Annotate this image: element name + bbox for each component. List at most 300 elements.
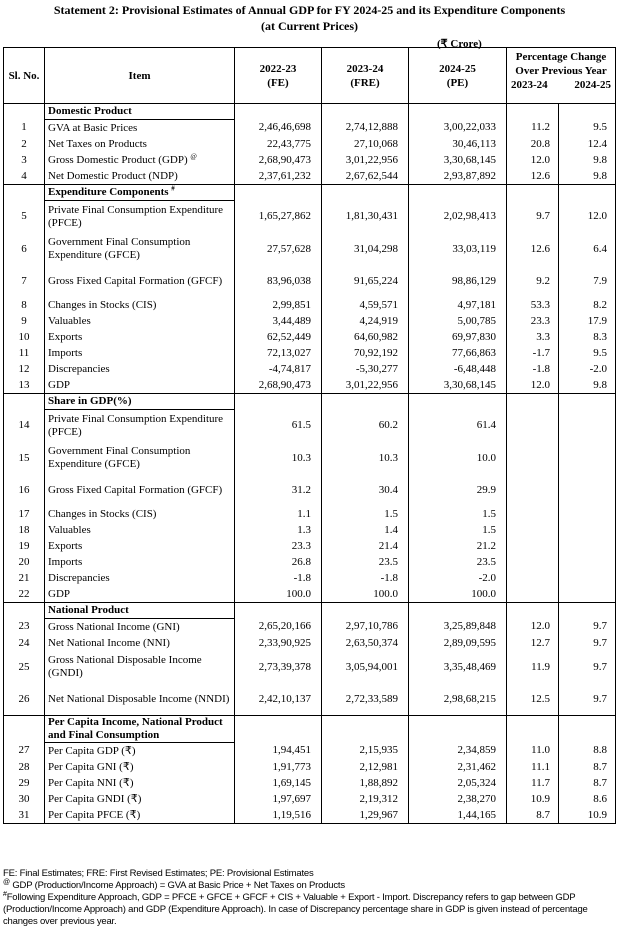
- table-body: [4, 104, 616, 824]
- pct-change-2024-25: 12.4: [559, 136, 616, 152]
- item-label: Gross National Income (GNI): [45, 619, 235, 636]
- pct-change-2023-24: [507, 506, 559, 522]
- item-label: GVA at Basic Prices: [45, 120, 235, 137]
- section-header-row: [4, 716, 616, 743]
- serial-number: 6: [4, 233, 45, 265]
- table-row: [4, 201, 616, 234]
- section-blank-cell: [409, 716, 507, 743]
- pct-change-2023-24: [507, 586, 559, 603]
- item-label: Gross Domestic Product (GDP) @: [45, 152, 235, 168]
- value-2024-25: 2,38,270: [409, 791, 507, 807]
- serial-number: 11: [4, 345, 45, 361]
- pct-change-2023-24: 12.0: [507, 619, 559, 636]
- section-blank-cell: [235, 394, 322, 410]
- value-2022-23: 1,91,773: [235, 759, 322, 775]
- value-2023-24: 21.4: [322, 538, 409, 554]
- item-label: Private Final Consumption Expenditure (PFCE): [45, 201, 235, 234]
- value-2024-25: -2.0: [409, 570, 507, 586]
- section-blank-cell: [507, 603, 559, 619]
- section-title: Expenditure Components #: [45, 185, 235, 201]
- value-2023-24: 1.4: [322, 522, 409, 538]
- item-label: Valuables: [45, 313, 235, 329]
- header-2023-24: 2023-24 (FRE): [322, 48, 409, 104]
- section-blank-cell: [322, 185, 409, 201]
- table-row: [4, 775, 616, 791]
- value-2022-23: 1,65,27,862: [235, 201, 322, 234]
- pct-change-2023-24: 23.3: [507, 313, 559, 329]
- pct-change-2023-24: -1.7: [507, 345, 559, 361]
- serial-number: 27: [4, 743, 45, 760]
- table-row: [4, 410, 616, 443]
- value-2022-23: 1.3: [235, 522, 322, 538]
- value-2023-24: 3,01,22,956: [322, 152, 409, 168]
- value-2023-24: -1.8: [322, 570, 409, 586]
- value-2023-24: 4,24,919: [322, 313, 409, 329]
- pct-change-2023-24: 53.3: [507, 297, 559, 313]
- serial-number: 10: [4, 329, 45, 345]
- section-blank-cell: [322, 394, 409, 410]
- section-sl-cell: [4, 104, 45, 120]
- serial-number: 17: [4, 506, 45, 522]
- value-2022-23: 22,43,775: [235, 136, 322, 152]
- value-2024-25: 98,86,129: [409, 265, 507, 297]
- section-title: Domestic Product: [45, 104, 235, 120]
- item-label: Changes in Stocks (CIS): [45, 297, 235, 313]
- value-2022-23: -4,74,817: [235, 361, 322, 377]
- table-row: [4, 759, 616, 775]
- value-2024-25: 2,02,98,413: [409, 201, 507, 234]
- section-blank-cell: [235, 185, 322, 201]
- table-row: [4, 807, 616, 824]
- value-2023-24: 100.0: [322, 586, 409, 603]
- item-label: Per Capita GNDI (₹): [45, 791, 235, 807]
- pct-change-2024-25: [559, 410, 616, 443]
- pct-change-2024-25: 6.4: [559, 233, 616, 265]
- section-blank-cell: [322, 104, 409, 120]
- serial-number: 29: [4, 775, 45, 791]
- pct-change-2024-25: [559, 586, 616, 603]
- footnote-abbreviations: FE: Final Estimates; FRE: First Revised Estimates; PE: Provisional Estimates: [3, 868, 314, 879]
- header-percentage-change: Percentage Change Over Previous Year 2023-24 2024-25: [507, 48, 616, 104]
- section-blank-cell: [235, 716, 322, 743]
- table-row: [4, 586, 616, 603]
- value-2023-24: 2,19,312: [322, 791, 409, 807]
- header-item: Item: [45, 48, 235, 104]
- value-2023-24: 4,59,571: [322, 297, 409, 313]
- value-2022-23: 31.2: [235, 474, 322, 506]
- value-2022-23: 2,73,39,378: [235, 651, 322, 683]
- table-row: [4, 377, 616, 394]
- table-title: Statement 2: Provisional Estimates of Annual GDP for FY 2024-25 and its Expenditure Components: [53, 3, 566, 17]
- value-2023-24: 70,92,192: [322, 345, 409, 361]
- value-2022-23: 2,68,90,473: [235, 377, 322, 394]
- value-2023-24: 1,88,892: [322, 775, 409, 791]
- pct-change-2023-24: 9.7: [507, 201, 559, 234]
- value-2022-23: 100.0: [235, 586, 322, 603]
- value-2024-25: 2,05,324: [409, 775, 507, 791]
- pct-change-2023-24: 20.8: [507, 136, 559, 152]
- table-row: [4, 265, 616, 297]
- table-row: [4, 168, 616, 185]
- section-header-row: [4, 185, 616, 201]
- value-2023-24: 30.4: [322, 474, 409, 506]
- pct-change-2023-24: 11.9: [507, 651, 559, 683]
- pct-change-2023-24: [507, 474, 559, 506]
- table-row: [4, 329, 616, 345]
- serial-number: 8: [4, 297, 45, 313]
- item-label: Imports: [45, 554, 235, 570]
- item-label: Government Final Consumption Expenditure (GFCE): [45, 233, 235, 265]
- pct-change-2024-25: -2.0: [559, 361, 616, 377]
- item-label: Gross National Disposable Income (GNDI): [45, 651, 235, 683]
- value-2022-23: 2,65,20,166: [235, 619, 322, 636]
- value-2022-23: 26.8: [235, 554, 322, 570]
- serial-number: 14: [4, 410, 45, 443]
- value-2024-25: 3,30,68,145: [409, 377, 507, 394]
- pct-change-2024-25: 10.9: [559, 807, 616, 824]
- item-label: Gross Fixed Capital Formation (GFCF): [45, 265, 235, 297]
- pct-change-2024-25: 8.6: [559, 791, 616, 807]
- gdp-estimates-table: [3, 47, 616, 824]
- section-title: Per Capita Income, National Product and Final Consumption: [45, 716, 235, 743]
- value-2023-24: 2,67,62,544: [322, 168, 409, 185]
- value-2022-23: 10.3: [235, 442, 322, 474]
- item-label: Gross Fixed Capital Formation (GFCF): [45, 474, 235, 506]
- section-blank-cell: [559, 104, 616, 120]
- item-label: Imports: [45, 345, 235, 361]
- table-row: [4, 635, 616, 651]
- table-row: [4, 743, 616, 760]
- serial-number: 12: [4, 361, 45, 377]
- pct-change-2023-24: 12.7: [507, 635, 559, 651]
- value-2024-25: 2,93,87,892: [409, 168, 507, 185]
- section-blank-cell: [235, 104, 322, 120]
- value-2024-25: 61.4: [409, 410, 507, 443]
- item-label: Net National Disposable Income (NNDI): [45, 683, 235, 716]
- serial-number: 26: [4, 683, 45, 716]
- pct-change-2024-25: [559, 538, 616, 554]
- pct-change-2023-24: 10.9: [507, 791, 559, 807]
- section-blank-cell: [507, 185, 559, 201]
- pct-change-2024-25: 9.7: [559, 683, 616, 716]
- pct-change-2023-24: 8.7: [507, 807, 559, 824]
- item-label: Government Final Consumption Expenditure (GFCE): [45, 442, 235, 474]
- value-2024-25: 77,66,863: [409, 345, 507, 361]
- value-2022-23: 2,99,851: [235, 297, 322, 313]
- serial-number: 5: [4, 201, 45, 234]
- table-row: [4, 570, 616, 586]
- serial-number: 13: [4, 377, 45, 394]
- value-2024-25: 100.0: [409, 586, 507, 603]
- pct-change-2024-25: 8.7: [559, 775, 616, 791]
- footnote-gdp-production: @ GDP (Production/Income Approach) = GVA at Basic Price + Net Taxes on Products: [3, 878, 345, 891]
- value-2024-25: 1.5: [409, 506, 507, 522]
- item-label: Discrepancies: [45, 361, 235, 377]
- pct-change-2024-25: 12.0: [559, 201, 616, 234]
- value-2024-25: 4,97,181: [409, 297, 507, 313]
- serial-number: 28: [4, 759, 45, 775]
- serial-number: 23: [4, 619, 45, 636]
- footnote-expenditure-approach: #Following Expenditure Approach, GDP = PFCE + GFCE + GFCF + CIS + Valuable + Export - Import. Discrepancy refers to gap between GDP (Production/Income Approach) and GDP (Expenditure Approach). In case of Discrepancy percentage share in GDP is given instead of percentage changes over previous year.: [3, 890, 588, 927]
- table-row: [4, 313, 616, 329]
- pct-change-2024-25: 9.7: [559, 619, 616, 636]
- pct-change-2023-24: 12.6: [507, 168, 559, 185]
- section-header-row: [4, 104, 616, 120]
- serial-number: 25: [4, 651, 45, 683]
- serial-number: 21: [4, 570, 45, 586]
- item-label: Per Capita PFCE (₹): [45, 807, 235, 824]
- value-2024-25: 1,44,165: [409, 807, 507, 824]
- serial-number: 3: [4, 152, 45, 168]
- value-2023-24: -5,30,277: [322, 361, 409, 377]
- item-label: GDP: [45, 377, 235, 394]
- pct-change-2023-24: 12.5: [507, 683, 559, 716]
- pct-change-2023-24: 3.3: [507, 329, 559, 345]
- serial-number: 9: [4, 313, 45, 329]
- value-2022-23: 61.5: [235, 410, 322, 443]
- table-row: [4, 442, 616, 474]
- value-2024-25: 3,00,22,033: [409, 120, 507, 137]
- pct-change-2023-24: [507, 410, 559, 443]
- value-2022-23: 3,44,489: [235, 313, 322, 329]
- section-title: Share in GDP(%): [45, 394, 235, 410]
- item-label: Net National Income (NNI): [45, 635, 235, 651]
- value-2024-25: 3,35,48,469: [409, 651, 507, 683]
- value-2023-24: 91,65,224: [322, 265, 409, 297]
- value-2024-25: 3,30,68,145: [409, 152, 507, 168]
- value-2024-25: 21.2: [409, 538, 507, 554]
- pct-change-2024-25: 9.7: [559, 635, 616, 651]
- serial-number: 4: [4, 168, 45, 185]
- pct-change-2024-25: 8.3: [559, 329, 616, 345]
- pct-change-2024-25: 8.7: [559, 759, 616, 775]
- pct-change-2024-25: 7.9: [559, 265, 616, 297]
- serial-number: 20: [4, 554, 45, 570]
- pct-change-2024-25: [559, 554, 616, 570]
- item-label: Exports: [45, 329, 235, 345]
- pct-change-2023-24: 12.6: [507, 233, 559, 265]
- table-row: [4, 619, 616, 636]
- pct-change-2023-24: [507, 522, 559, 538]
- pct-change-2024-25: 9.7: [559, 651, 616, 683]
- serial-number: 31: [4, 807, 45, 824]
- item-label: Net Taxes on Products: [45, 136, 235, 152]
- value-2022-23: 1.1: [235, 506, 322, 522]
- section-blank-cell: [409, 394, 507, 410]
- section-blank-cell: [559, 394, 616, 410]
- table-row: [4, 683, 616, 716]
- pct-change-2023-24: 12.0: [507, 152, 559, 168]
- value-2023-24: 2,12,981: [322, 759, 409, 775]
- value-2024-25: 29.9: [409, 474, 507, 506]
- pct-change-2024-25: 9.5: [559, 120, 616, 137]
- pct-change-2023-24: -1.8: [507, 361, 559, 377]
- section-blank-cell: [559, 603, 616, 619]
- item-label: GDP: [45, 586, 235, 603]
- table-row: [4, 152, 616, 168]
- value-2022-23: 23.3: [235, 538, 322, 554]
- value-2022-23: 2,37,61,232: [235, 168, 322, 185]
- item-label: Exports: [45, 538, 235, 554]
- value-2023-24: 2,15,935: [322, 743, 409, 760]
- pct-change-2024-25: [559, 474, 616, 506]
- value-2023-24: 2,74,12,888: [322, 120, 409, 137]
- value-2023-24: 10.3: [322, 442, 409, 474]
- serial-number: 1: [4, 120, 45, 137]
- table-row: [4, 361, 616, 377]
- header-2024-25: 2024-25 (PE): [409, 48, 507, 104]
- pct-change-2023-24: 11.7: [507, 775, 559, 791]
- value-2022-23: 2,42,10,137: [235, 683, 322, 716]
- item-label: Per Capita GDP (₹): [45, 743, 235, 760]
- section-blank-cell: [559, 716, 616, 743]
- value-2022-23: 2,33,90,925: [235, 635, 322, 651]
- value-2024-25: 3,25,89,848: [409, 619, 507, 636]
- value-2023-24: 60.2: [322, 410, 409, 443]
- value-2024-25: 10.0: [409, 442, 507, 474]
- pct-change-2023-24: [507, 442, 559, 474]
- serial-number: 16: [4, 474, 45, 506]
- value-2023-24: 27,10,068: [322, 136, 409, 152]
- section-header-row: [4, 603, 616, 619]
- header-sl: Sl. No.: [4, 48, 45, 104]
- pct-change-2024-25: [559, 522, 616, 538]
- serial-number: 18: [4, 522, 45, 538]
- section-sl-cell: [4, 185, 45, 201]
- value-2023-24: 2,97,10,786: [322, 619, 409, 636]
- value-2023-24: 1,81,30,431: [322, 201, 409, 234]
- serial-number: 19: [4, 538, 45, 554]
- value-2023-24: 64,60,982: [322, 329, 409, 345]
- serial-number: 15: [4, 442, 45, 474]
- value-2023-24: 3,05,94,001: [322, 651, 409, 683]
- value-2023-24: 3,01,22,956: [322, 377, 409, 394]
- section-blank-cell: [507, 716, 559, 743]
- pct-change-2023-24: 9.2: [507, 265, 559, 297]
- value-2022-23: -1.8: [235, 570, 322, 586]
- section-blank-cell: [409, 603, 507, 619]
- header-row: [4, 48, 616, 104]
- value-2022-23: 1,19,516: [235, 807, 322, 824]
- value-2024-25: 5,00,785: [409, 313, 507, 329]
- section-blank-cell: [559, 185, 616, 201]
- section-header-row: [4, 394, 616, 410]
- value-2022-23: 27,57,628: [235, 233, 322, 265]
- table-row: [4, 554, 616, 570]
- section-blank-cell: [507, 394, 559, 410]
- value-2024-25: 2,98,68,215: [409, 683, 507, 716]
- table-row: [4, 136, 616, 152]
- section-sl-cell: [4, 716, 45, 743]
- footnotes: [3, 868, 615, 928]
- section-blank-cell: [322, 603, 409, 619]
- item-label: Per Capita GNI (₹): [45, 759, 235, 775]
- section-sl-cell: [4, 394, 45, 410]
- unit-label: (₹ Crore): [437, 38, 482, 50]
- pct-change-2024-25: 9.8: [559, 377, 616, 394]
- table-row: [4, 538, 616, 554]
- section-title: National Product: [45, 603, 235, 619]
- serial-number: 7: [4, 265, 45, 297]
- item-label: Discrepancies: [45, 570, 235, 586]
- value-2023-24: 1,29,967: [322, 807, 409, 824]
- value-2023-24: 1.5: [322, 506, 409, 522]
- value-2024-25: 2,34,859: [409, 743, 507, 760]
- serial-number: 30: [4, 791, 45, 807]
- pct-change-2023-24: 11.2: [507, 120, 559, 137]
- table-row: [4, 120, 616, 137]
- value-2022-23: 2,46,46,698: [235, 120, 322, 137]
- item-label: Net Domestic Product (NDP): [45, 168, 235, 185]
- pct-change-2023-24: [507, 538, 559, 554]
- section-blank-cell: [507, 104, 559, 120]
- table-row: [4, 522, 616, 538]
- value-2022-23: 2,68,90,473: [235, 152, 322, 168]
- value-2024-25: 2,89,09,595: [409, 635, 507, 651]
- table-row: [4, 474, 616, 506]
- pct-change-2024-25: 8.2: [559, 297, 616, 313]
- value-2022-23: 83,96,038: [235, 265, 322, 297]
- pct-change-2023-24: 11.0: [507, 743, 559, 760]
- serial-number: 24: [4, 635, 45, 651]
- section-sl-cell: [4, 603, 45, 619]
- table-row: [4, 345, 616, 361]
- pct-change-2024-25: 9.8: [559, 152, 616, 168]
- pct-change-2023-24: 11.1: [507, 759, 559, 775]
- item-label: Private Final Consumption Expenditure (PFCE): [45, 410, 235, 443]
- section-blank-cell: [235, 603, 322, 619]
- value-2022-23: 72,13,027: [235, 345, 322, 361]
- pct-change-2024-25: [559, 506, 616, 522]
- value-2023-24: 2,63,50,374: [322, 635, 409, 651]
- pct-change-2024-25: 8.8: [559, 743, 616, 760]
- value-2024-25: 1.5: [409, 522, 507, 538]
- pct-change-2023-24: 12.0: [507, 377, 559, 394]
- section-blank-cell: [322, 716, 409, 743]
- table-row: [4, 233, 616, 265]
- value-2024-25: 2,31,462: [409, 759, 507, 775]
- section-blank-cell: [409, 104, 507, 120]
- table-row: [4, 297, 616, 313]
- value-2022-23: 1,94,451: [235, 743, 322, 760]
- pct-change-2024-25: [559, 442, 616, 474]
- pct-change-2023-24: [507, 554, 559, 570]
- pct-change-2023-24: [507, 570, 559, 586]
- item-label: Valuables: [45, 522, 235, 538]
- pct-change-2024-25: [559, 570, 616, 586]
- serial-number: 2: [4, 136, 45, 152]
- pct-change-2024-25: 9.8: [559, 168, 616, 185]
- serial-number: 22: [4, 586, 45, 603]
- table-row: [4, 506, 616, 522]
- value-2023-24: 31,04,298: [322, 233, 409, 265]
- header-2022-23: 2022-23 (FE): [235, 48, 322, 104]
- value-2023-24: 2,72,33,589: [322, 683, 409, 716]
- table-row: [4, 791, 616, 807]
- value-2024-25: 23.5: [409, 554, 507, 570]
- section-blank-cell: [409, 185, 507, 201]
- value-2024-25: 33,03,119: [409, 233, 507, 265]
- pct-change-2024-25: 9.5: [559, 345, 616, 361]
- table-row: [4, 651, 616, 683]
- value-2022-23: 1,69,145: [235, 775, 322, 791]
- item-label: Changes in Stocks (CIS): [45, 506, 235, 522]
- value-2024-25: 69,97,830: [409, 329, 507, 345]
- value-2022-23: 1,97,697: [235, 791, 322, 807]
- value-2023-24: 23.5: [322, 554, 409, 570]
- pct-change-2024-25: 17.9: [559, 313, 616, 329]
- value-2024-25: -6,48,448: [409, 361, 507, 377]
